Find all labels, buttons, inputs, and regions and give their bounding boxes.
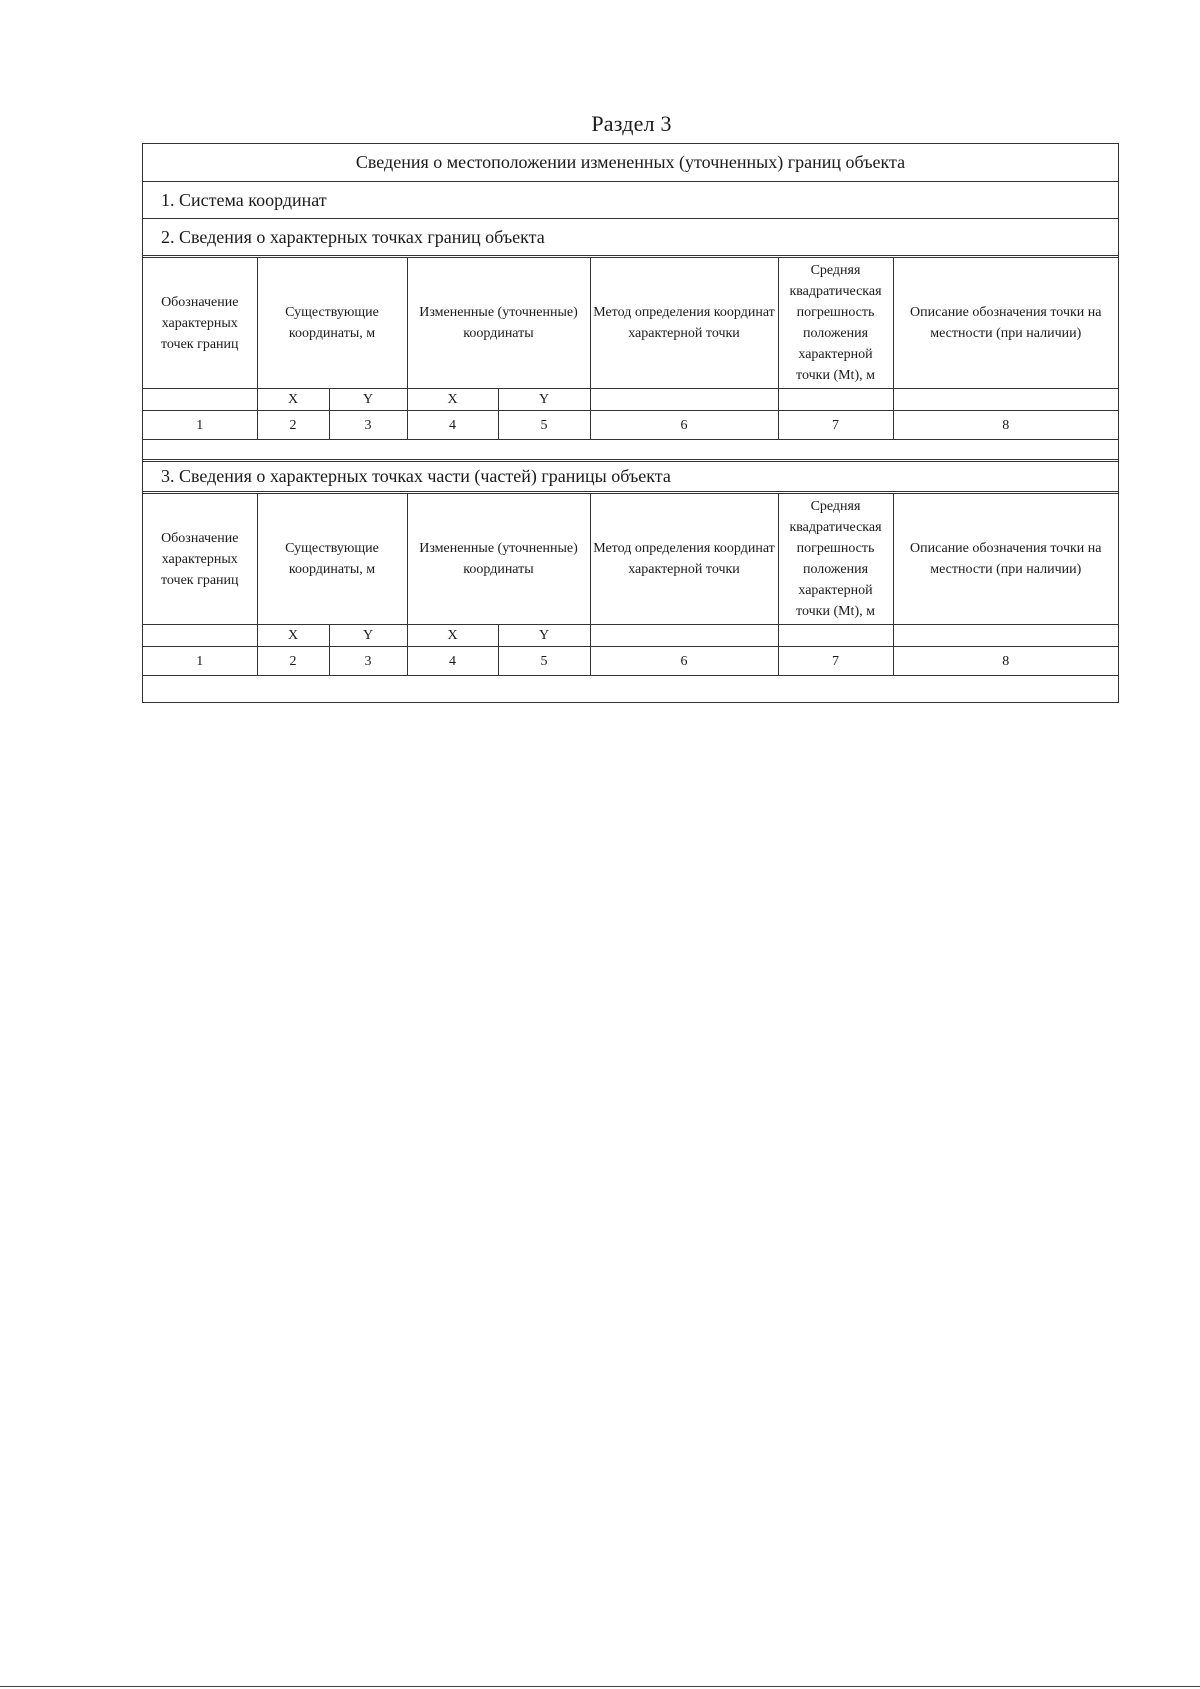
col-error: Средняя квадратическая погрешность положения характерной точки (Mt), м	[778, 258, 893, 389]
col-method: Метод определения координат характерной точки	[590, 494, 778, 625]
column-number: 5	[498, 647, 590, 676]
empty-cell	[778, 389, 893, 411]
axis-x: X	[407, 389, 498, 411]
column-number: 8	[893, 411, 1118, 440]
axis-y: Y	[329, 389, 407, 411]
axis-x: X	[257, 389, 329, 411]
column-number: 2	[257, 411, 329, 440]
empty-cell	[143, 625, 257, 647]
col-existing-coords: Существующие координаты, м	[257, 258, 407, 389]
col-error: Средняя квадратическая погрешность положения характерной точки (Mt), м	[778, 494, 893, 625]
part-boundary-points-table	[143, 494, 1118, 676]
axis-x: X	[407, 625, 498, 647]
column-number: 1	[143, 411, 257, 440]
empty-cell	[590, 625, 778, 647]
column-number: 4	[407, 647, 498, 676]
column-number: 1	[143, 647, 257, 676]
form-header: Сведения о местоположении измененных (уточненных) границ объекта	[143, 144, 1118, 182]
coordinate-system-row: 1. Система координат	[143, 182, 1118, 219]
page-bottom-line	[0, 1686, 1200, 1687]
axis-x: X	[257, 625, 329, 647]
col-changed-coords: Измененные (уточненные) координаты	[407, 258, 590, 389]
column-number: 3	[329, 411, 407, 440]
column-number: 3	[329, 647, 407, 676]
column-number: 7	[778, 411, 893, 440]
column-number: 7	[778, 647, 893, 676]
col-description: Описание обозначения точки на местности (при наличии)	[893, 258, 1118, 389]
column-number: 4	[407, 411, 498, 440]
axis-y: Y	[329, 625, 407, 647]
col-existing-coords: Существующие координаты, м	[257, 494, 407, 625]
column-number: 2	[257, 647, 329, 676]
column-number: 8	[893, 647, 1118, 676]
col-changed-coords: Измененные (уточненные) координаты	[407, 494, 590, 625]
part-boundary-points-caption: 3. Сведения о характерных точках части (частей) границы объекта	[143, 462, 1118, 494]
axis-y: Y	[498, 389, 590, 411]
empty-cell	[590, 389, 778, 411]
boundary-points-table	[143, 258, 1118, 440]
column-number: 6	[590, 647, 778, 676]
spacer-row	[143, 440, 1118, 462]
col-description: Описание обозначения точки на местности (при наличии)	[893, 494, 1118, 625]
empty-cell	[893, 389, 1118, 411]
empty-cell	[893, 625, 1118, 647]
empty-cell	[143, 389, 257, 411]
column-number: 6	[590, 411, 778, 440]
section-title: Раздел 3	[591, 111, 672, 136]
col-point-designation: Обозначение характерных точек границ	[143, 258, 257, 389]
boundary-points-caption: 2. Сведения о характерных точках границ объекта	[143, 219, 1118, 258]
col-point-designation: Обозначение характерных точек границ	[143, 494, 257, 625]
column-number: 5	[498, 411, 590, 440]
empty-cell	[778, 625, 893, 647]
coordinates-form	[142, 143, 1119, 703]
col-method: Метод определения координат характерной точки	[590, 258, 778, 389]
axis-y: Y	[498, 625, 590, 647]
